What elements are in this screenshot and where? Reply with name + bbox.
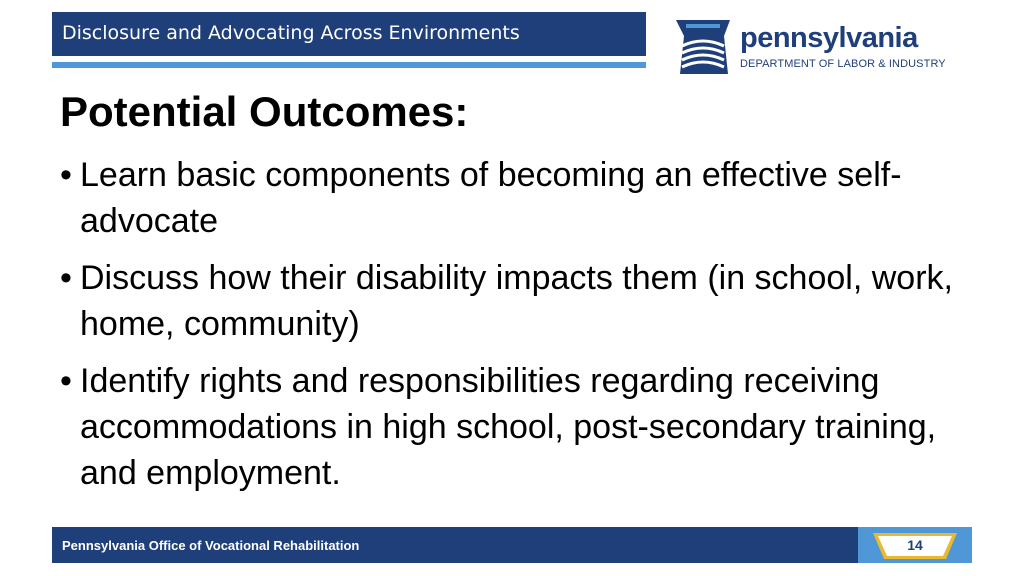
keystone-icon	[672, 16, 734, 76]
bullet-list	[60, 152, 960, 507]
footer-organization: Pennsylvania Office of Vocational Rehabilitation	[62, 538, 360, 553]
bullet-item	[60, 358, 960, 496]
bullet-item	[60, 152, 960, 244]
logo-name: pennsylvania	[740, 22, 918, 54]
logo-department: DEPARTMENT OF LABOR & INDUSTRY	[740, 58, 946, 70]
bullet-dot: •	[60, 156, 72, 194]
bullet-text: Discuss how their disability impacts them (in school, work, home, community)	[80, 259, 953, 343]
bullet-text: Learn basic components of becoming an effective self-advocate	[80, 156, 902, 240]
bullet-item	[60, 255, 960, 347]
bullet-dot: •	[60, 362, 72, 400]
slide-heading: Potential Outcomes:	[60, 88, 469, 135]
header-title: Disclosure and Advocating Across Environments	[62, 22, 520, 44]
bullet-dot: •	[60, 259, 72, 297]
page-number: 14	[907, 537, 923, 553]
bullet-text: Identify rights and responsibilities regarding receiving accommodations in high school, post-secondary training, and employment.	[80, 362, 937, 492]
pa-logo	[672, 16, 972, 78]
header-rule	[52, 62, 646, 68]
